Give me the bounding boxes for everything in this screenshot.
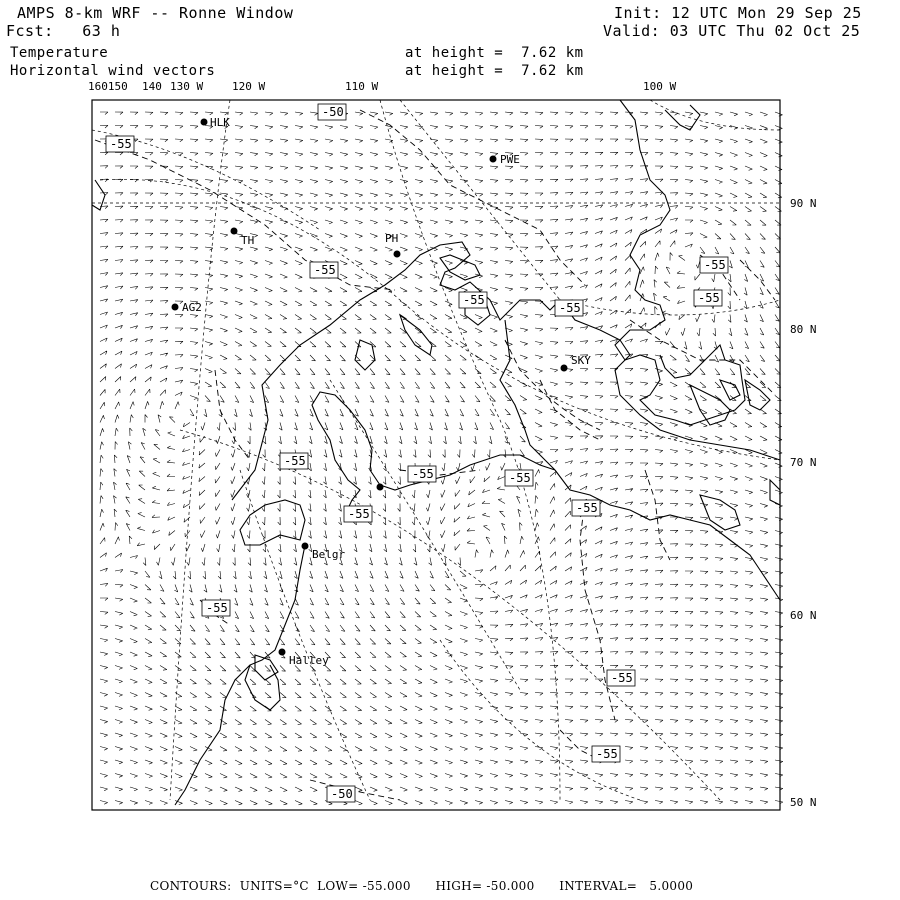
lon-label-100w: 100 W xyxy=(643,80,677,93)
contour-label xyxy=(318,104,346,120)
lat-label-80n: 80 N xyxy=(790,323,817,336)
station-label: TH xyxy=(241,234,255,247)
station-hlk xyxy=(201,116,231,129)
map-title: AMPS 8-km WRF -- Ronne Window xyxy=(17,4,294,22)
contour-legend: CONTOURS: UNITS=°C LOW= -55.000 HIGH= -50.000 INTERVAL= 5.0000 xyxy=(150,879,694,893)
station-marker xyxy=(279,649,286,656)
station-label: HLK xyxy=(210,116,230,129)
svg-text:-50: -50 xyxy=(322,105,344,119)
station-marker xyxy=(394,251,401,258)
field-temperature: Temperature xyxy=(10,45,109,61)
lon-label-140: 140 xyxy=(142,80,162,93)
top-longitude-labels xyxy=(88,80,676,93)
forecast-hour: Fcst: 63 h xyxy=(6,22,121,40)
station-marker xyxy=(172,304,179,311)
lat-label-50n: 50 N xyxy=(790,796,817,809)
contour-label xyxy=(459,292,487,308)
station-label: SKY xyxy=(571,354,591,367)
latitude-labels xyxy=(790,197,817,809)
lat-label-60n: 60 N xyxy=(790,609,817,622)
svg-text:-55: -55 xyxy=(284,454,306,468)
svg-text:-55: -55 xyxy=(110,137,132,151)
station-marker-unlabeled xyxy=(377,484,384,491)
lon-label-120w: 120 W xyxy=(232,80,266,93)
contour-label xyxy=(592,746,620,762)
valid-time: Valid: 03 UTC Thu 02 Oct 25 xyxy=(603,22,861,40)
lon-label-160-150: 160150 xyxy=(88,80,128,93)
contour-label xyxy=(280,453,308,469)
station-belgr xyxy=(302,543,346,562)
station-ag2 xyxy=(172,301,202,314)
svg-text:-55: -55 xyxy=(348,507,370,521)
svg-text:-55: -55 xyxy=(704,258,726,272)
lon-label-110w: 110 W xyxy=(345,80,379,93)
lon-label-130w: 130 W xyxy=(170,80,204,93)
contour-label xyxy=(202,600,230,616)
station-label: AG2 xyxy=(182,301,202,314)
svg-text:-55: -55 xyxy=(314,263,336,277)
svg-text:-55: -55 xyxy=(576,501,598,515)
wind-vector-field xyxy=(100,112,783,805)
station-ph xyxy=(385,232,401,258)
svg-text:-55: -55 xyxy=(463,293,485,307)
wind-height: at height = 7.62 km xyxy=(405,63,584,79)
contour-label xyxy=(700,257,728,273)
contour-label xyxy=(344,506,372,522)
svg-text:-55: -55 xyxy=(611,671,633,685)
station-marker xyxy=(231,228,238,235)
station-halley xyxy=(279,649,330,668)
svg-text:-55: -55 xyxy=(559,301,581,315)
svg-text:-55: -55 xyxy=(509,471,531,485)
temperature-height: at height = 7.62 km xyxy=(405,45,584,61)
station-pwe xyxy=(490,153,520,166)
svg-text:-50: -50 xyxy=(331,787,353,801)
field-wind-vectors: Horizontal wind vectors xyxy=(10,63,216,79)
contour-label xyxy=(607,670,635,686)
contour-label xyxy=(327,786,355,802)
contour-label xyxy=(572,500,600,516)
station-marker xyxy=(201,119,208,126)
contour-label xyxy=(408,466,436,482)
contour-label xyxy=(106,136,134,152)
contour-label xyxy=(694,290,722,306)
init-time: Init: 12 UTC Mon 29 Sep 25 xyxy=(614,4,862,22)
stations xyxy=(172,116,592,667)
station-label: PWE xyxy=(500,153,520,166)
station-label: Belgr xyxy=(312,548,346,561)
contour-label xyxy=(555,300,583,316)
lat-label-90n: 90 N xyxy=(790,197,817,210)
station-label: PH xyxy=(385,232,399,245)
svg-text:-55: -55 xyxy=(412,467,434,481)
wind-vectors xyxy=(100,112,783,805)
station-label: Halley xyxy=(289,654,329,667)
station-marker xyxy=(561,365,568,372)
svg-text:-55: -55 xyxy=(596,747,618,761)
lat-label-70n: 70 N xyxy=(790,456,817,469)
station-marker xyxy=(302,543,309,550)
contour-label xyxy=(505,470,533,486)
svg-text:-55: -55 xyxy=(698,291,720,305)
svg-text:-55: -55 xyxy=(206,601,228,615)
contour-label xyxy=(310,262,338,278)
station-th xyxy=(231,228,255,248)
station-marker xyxy=(490,156,497,163)
